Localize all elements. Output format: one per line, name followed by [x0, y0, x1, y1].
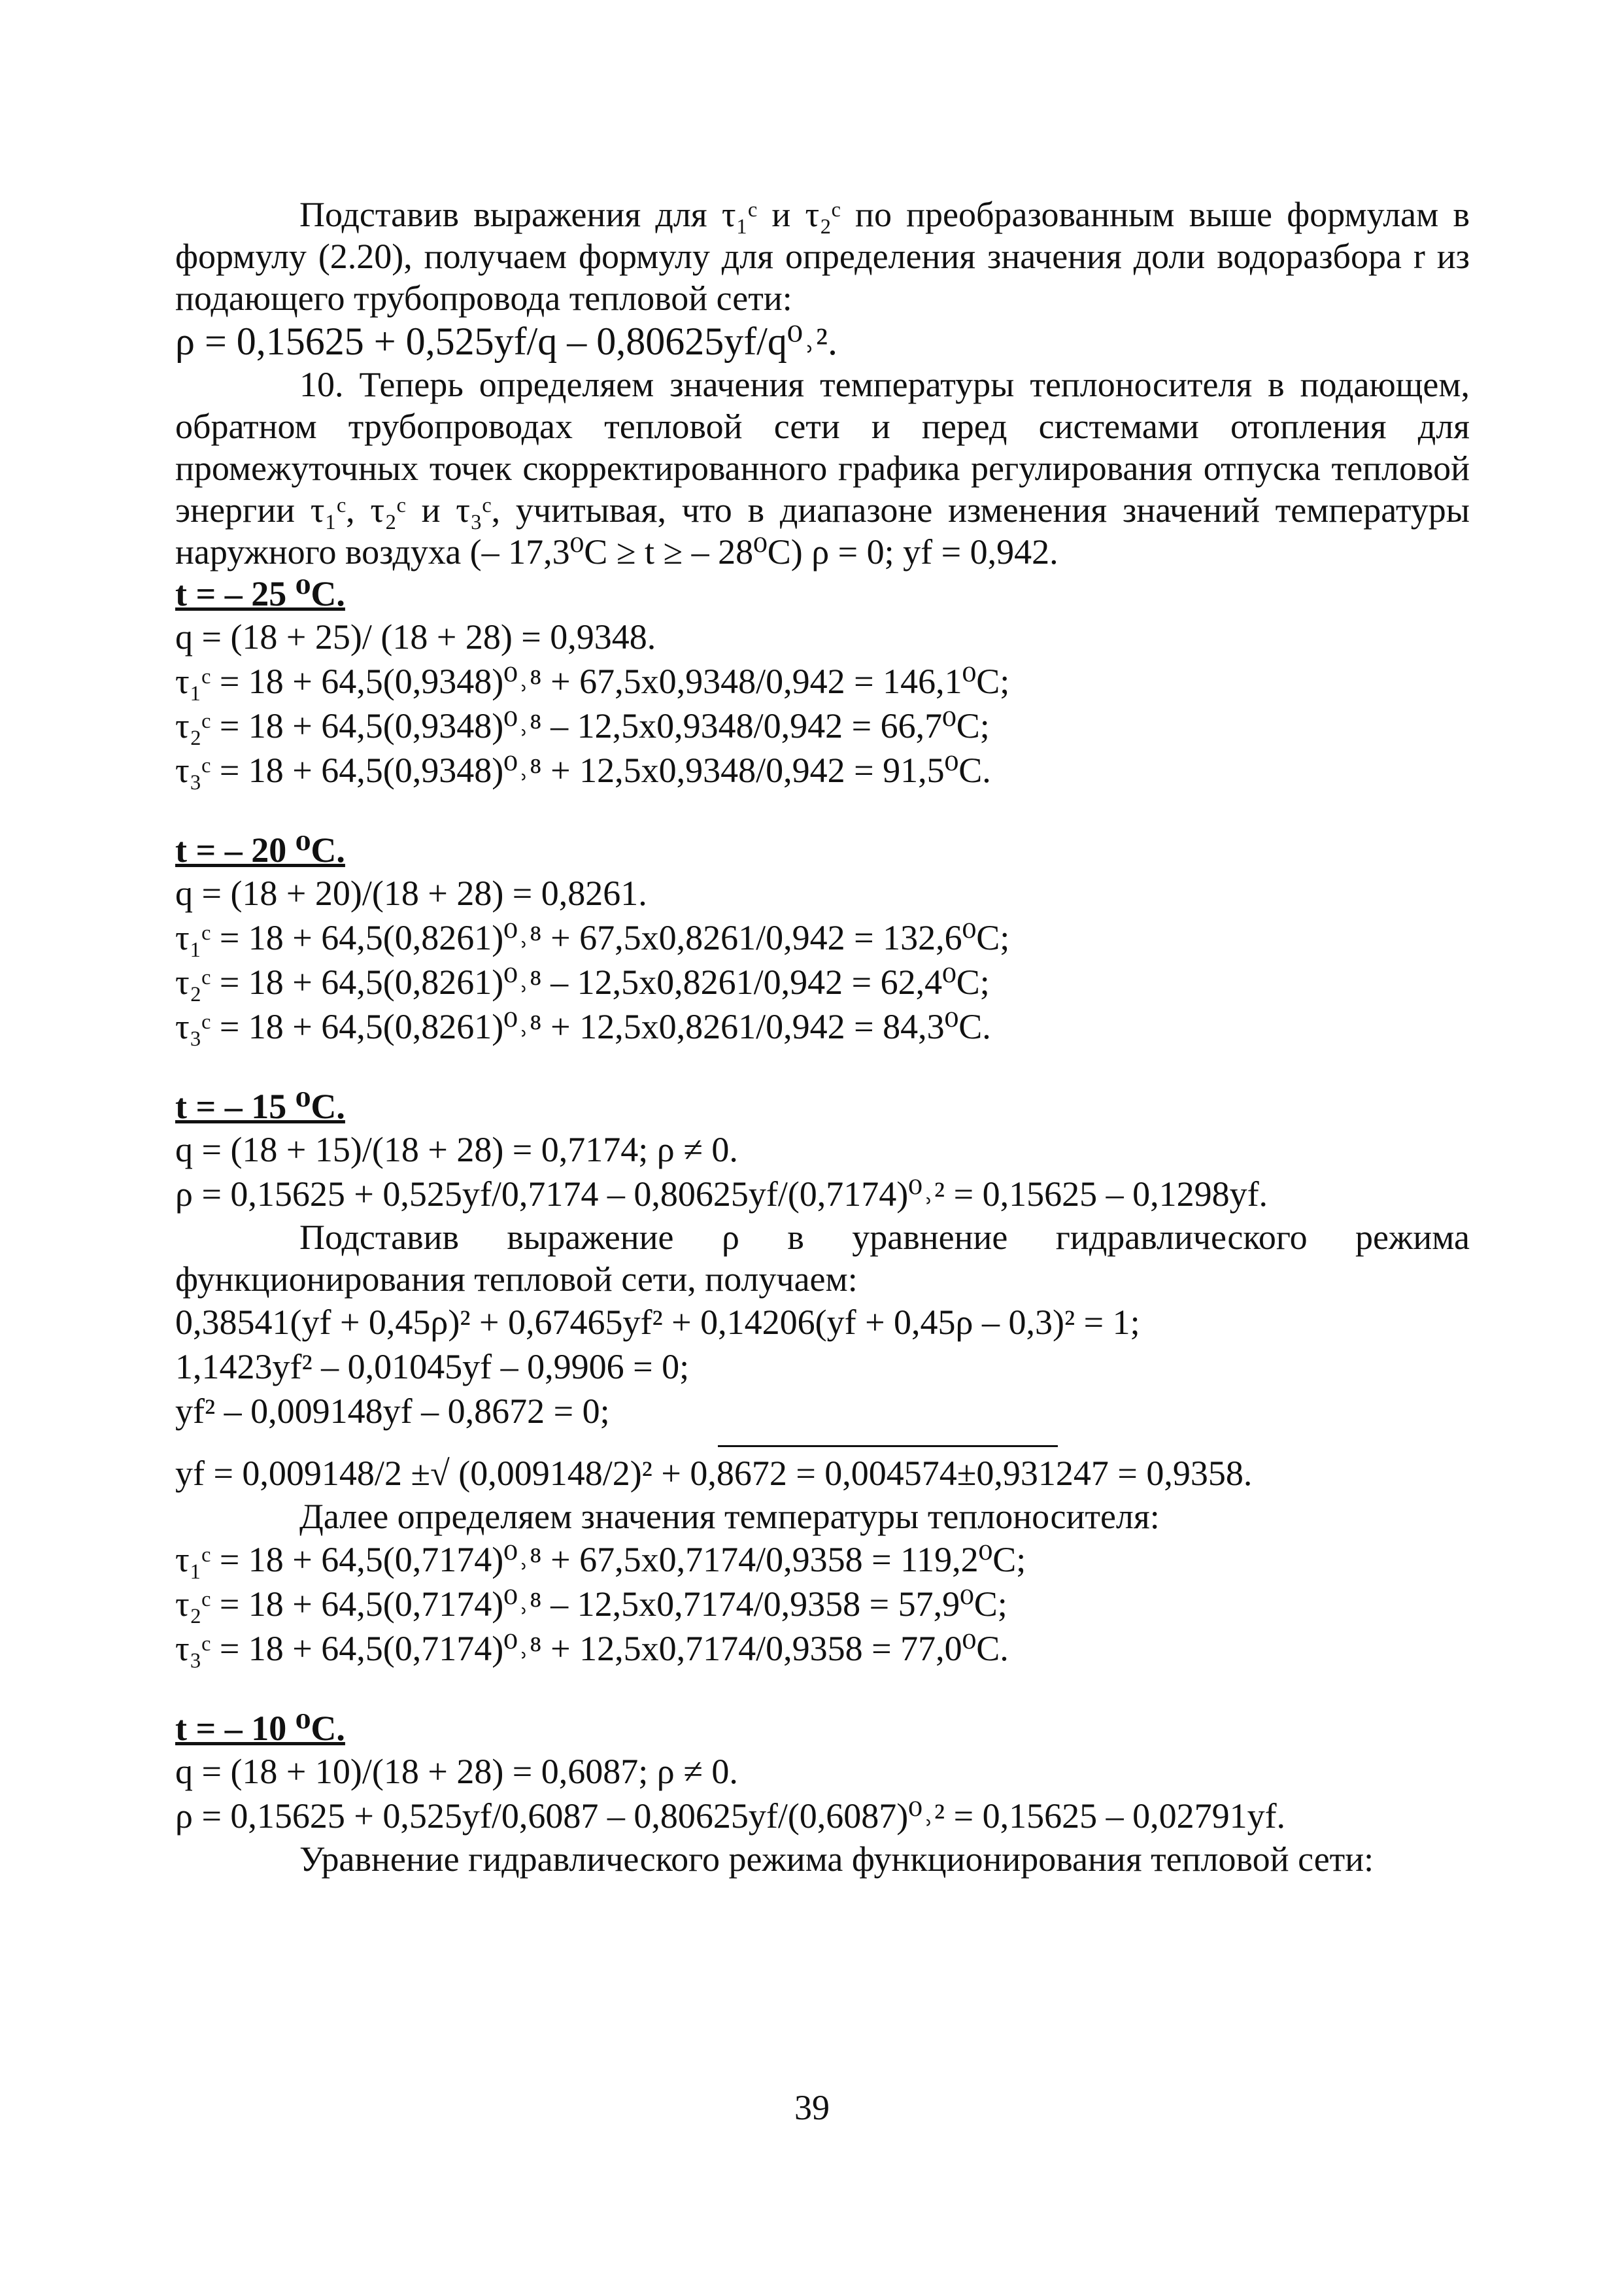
section-heading-minus-15: t = – 15 ⁰C. — [175, 1087, 345, 1126]
spacer — [175, 1049, 1470, 1085]
formula-tau2-15: τ₂ᶜ = 18 + 64,5(0,7174)⁰˒⁸ – 12,5x0,7174/0,9358 = 57,9⁰C; — [175, 1584, 1007, 1624]
spacer — [175, 793, 1470, 829]
paragraph-next: Далее определяем значения температуры теплоносителя: — [299, 1497, 1160, 1536]
page-body — [175, 194, 1470, 1880]
section-heading-minus-20: t = – 20 ⁰C. — [175, 830, 345, 870]
formula-tau2-25: τ₂ᶜ = 18 + 64,5(0,9348)⁰˒⁸ – 12,5x0,9348/0,942 = 66,7⁰C; — [175, 706, 990, 745]
formula-q-10: q = (18 + 10)/(18 + 28) = 0,6087; ρ ≠ 0. — [175, 1752, 738, 1791]
formula-tau3-25: τ₃ᶜ = 18 + 64,5(0,9348)⁰˒⁸ + 12,5x0,9348/0,942 = 91,5⁰C. — [175, 751, 991, 790]
formula-tau1-20: τ₁ᶜ = 18 + 64,5(0,8261)⁰˒⁸ + 67,5x0,8261/0,942 = 132,6⁰C; — [175, 918, 1010, 957]
paragraph-hydraulic-equation: Уравнение гидравлического режима функционирования тепловой сети: — [299, 1839, 1374, 1879]
section-heading-minus-25: t = – 25 ⁰C. — [175, 574, 345, 613]
formula-tau2-20: τ₂ᶜ = 18 + 64,5(0,8261)⁰˒⁸ – 12,5x0,8261/0,942 = 62,4⁰C; — [175, 963, 990, 1002]
formula-q-25: q = (18 + 25)/ (18 + 28) = 0,9348. — [175, 617, 656, 657]
formula-rho-15: ρ = 0,15625 + 0,525yf/0,7174 – 0,80625yf/(0,7174)⁰˒² = 0,15625 – 0,1298yf. — [175, 1174, 1268, 1214]
formula-rho-10: ρ = 0,15625 + 0,525yf/0,6087 – 0,80625yf/(0,6087)⁰˒² = 0,15625 – 0,02791yf. — [175, 1796, 1286, 1836]
paragraph-step-10: 10. Теперь определяем значения температуры теплоносителя в подающем, обратном трубопроводах тепловой сети и перед системами отопления для промежуточных точек скорректированного графика регулирования отпуска тепловой энергии τ₁ᶜ, τ₂ᶜ и τ₃ᶜ, учитывая, что в диапазоне изменения значений температуры наружного воздуха (– 17,3⁰C ≥ t ≥ – 28⁰C) ρ = 0; yf = 0,942. — [175, 365, 1470, 572]
formula-tau1-25: τ₁ᶜ = 18 + 64,5(0,9348)⁰˒⁸ + 67,5x0,9348/0,942 = 146,1⁰C; — [175, 662, 1010, 701]
equation-quadratic-1: 1,1423yf² – 0,01045yf – 0,9906 = 0; — [175, 1347, 690, 1386]
formula-tau3-20: τ₃ᶜ = 18 + 64,5(0,8261)⁰˒⁸ + 12,5x0,8261/0,942 = 84,3⁰C. — [175, 1007, 991, 1046]
equation-hydraulic: 0,38541(yf + 0,45ρ)² + 0,67465yf² + 0,14206(yf + 0,45ρ – 0,3)² = 1; — [175, 1303, 1140, 1342]
page-number: 39 — [794, 2088, 830, 2127]
formula-q-15: q = (18 + 15)/(18 + 28) = 0,7174; ρ ≠ 0. — [175, 1130, 738, 1169]
section-heading-minus-10: t = – 10 ⁰C. — [175, 1709, 345, 1748]
formula-tau1-15: τ₁ᶜ = 18 + 64,5(0,7174)⁰˒⁸ + 67,5x0,7174/0,9358 = 119,2⁰C; — [175, 1540, 1026, 1579]
sqrt-overline — [718, 1445, 1058, 1447]
equation-quadratic-2: yf² – 0,009148yf – 0,8672 = 0; — [175, 1392, 610, 1431]
formula-rho: ρ = 0,15625 + 0,525yf/q – 0,80625yf/q⁰˒². — [175, 320, 837, 363]
formula-tau3-15: τ₃ᶜ = 18 + 64,5(0,7174)⁰˒⁸ + 12,5x0,7174/0,9358 = 77,0⁰C. — [175, 1629, 1009, 1668]
paragraph-substitution: Подставив выражения для τ₁ᶜ и τ₂ᶜ по преобразованным выше формулам в формулу (2.20), получаем формулу для определения значения доли водоразбора r из подающего трубопровода тепловой сети: — [175, 195, 1470, 318]
spacer — [175, 1671, 1470, 1707]
formula-q-20: q = (18 + 20)/(18 + 28) = 0,8261. — [175, 874, 647, 913]
equation-yf-solution: yf = 0,009148/2 ±√ (0,009148/2)² + 0,8672 = 0,004574±0,931247 = 0,9358. — [175, 1454, 1253, 1493]
paragraph-substitute-rho: Подставив выражение ρ в уравнение гидравлического режима функционирования тепловой сети, получаем: — [175, 1218, 1470, 1299]
